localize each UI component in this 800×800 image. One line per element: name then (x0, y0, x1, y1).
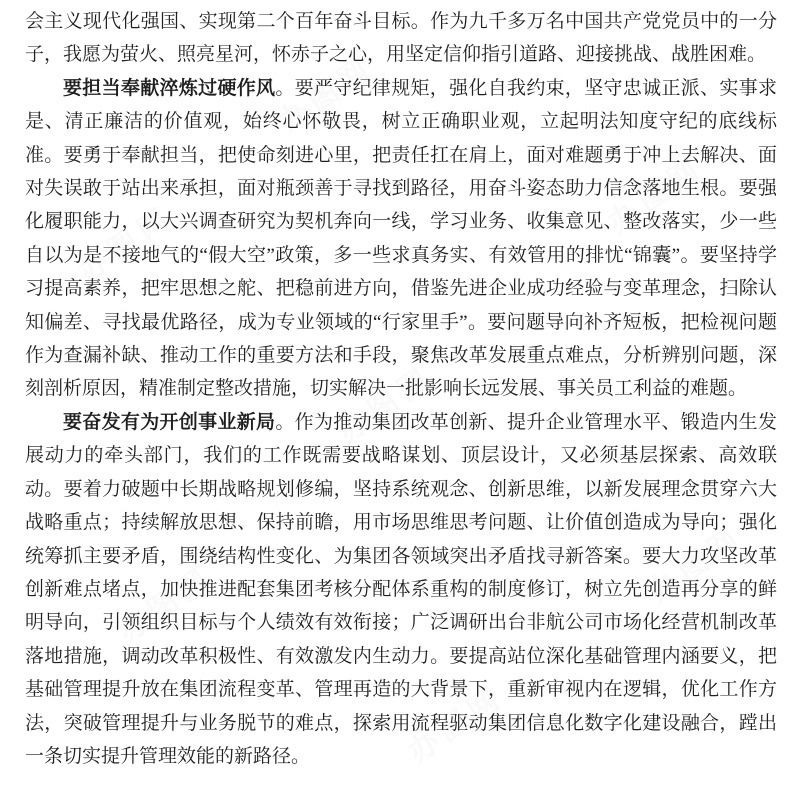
watermark-text: 办图网 (112, 560, 220, 650)
paragraph-continuation (25, 5, 777, 72)
paragraph-body: 会主义现代化强国、实现第二个百年奋斗目标。作为九千多万名中国共产党党员中的一分子，我愿为萤火、照亮星河，怀赤子之心，用坚定信仰指引道路、迎接挑战、战胜困难。 (25, 11, 777, 66)
paragraph-body: 。要严守纪律规矩，强化自我约束，坚守忠诚正派、实事求是、清正廉洁的价值观，始终心怀敬畏，树立正确职业观，立起明法知度守纪的底线标准。要勇于奉献担当，把使命刻进心里，把责任扛在肩上，面对难题勇于冲上去解决、面对失误敢于站出来承担，面对瓶颈善于寻找到路径，用奋斗姿态助力信念落地生根。要强化履职能力，以大兴调查研究为契机奔向一线，学习业务、收集意见、整改落实，少一些自以为是不接地气的“假大空”政策，多一些求真务实、有效管用的排忧“锦囊”。要坚持学习提高素养，把牢思想之舵、把稳前进方向，借鉴先进企业成功经验与变革理念，扫除认知偏差、寻找最优路径，成为专业领域的“行家里手”。要问题导向补齐短板，把检视问题作为查漏补缺、推动工作的重要方法和手段，聚焦改革发展重点难点，分析辨别问题，深刻剖析原因，精准制定整改措施，切实解决一批影响长远发展、事关员工利益的难题。 (25, 77, 777, 400)
paragraph-lead: 要奋发有为开创事业新局 (63, 411, 276, 433)
watermark-text: 办图网 (402, 680, 510, 770)
watermark-text: 办图网 (272, 50, 380, 140)
paragraph-new-endeavor (25, 406, 777, 773)
watermark-text: 办图网 (642, 520, 750, 610)
paragraph-work-style (25, 72, 777, 406)
watermark-text: 办图网 (602, 150, 710, 240)
paragraph-lead: 要担当奉献淬炼过硬作风 (63, 77, 276, 99)
paragraph-body: 。作为推动集团改革创新、提升企业管理水平、锻造内生发展动力的牵头部门，我们的工作既需要战略谋划、顶层设计，又必须基层探索、高效联动。要着力破题中长期战略规划修编，坚持系统观念、创新思维，以新发展理念贯穿六大战略重点；持续解放思想、保持前瞻，用市场思维思考问题、让价值创造成为导向；强化统筹抓主要矛盾，围绕结构性变化、为集团各领域突出矛盾找寻新答案。要大力攻坚改革创新难点堵点，加快推进配套集团考核分配体系重构的制度修订，树立先创造再分享的鲜明导向，引领组织目标与个人绩效有效衔接；广泛调研出台非航公司市场化经营机制改革落地措施，调动改革积极性、有效激发内生动力。要提高站位深化基础管理内涵要义，把基础管理提升放在集团流程变革、管理再造的大背景下，重新审视内在逻辑，优化工作方法，突破管理提升与业务脱节的难点，探索用流程驱动集团信息化数字化建设融合，蹚出一条切实提升管理效能的新路径。 (25, 411, 777, 767)
watermark-text: 办图网 (72, 200, 180, 290)
document-content (25, 5, 777, 773)
watermark-text: 办图网 (332, 360, 440, 450)
